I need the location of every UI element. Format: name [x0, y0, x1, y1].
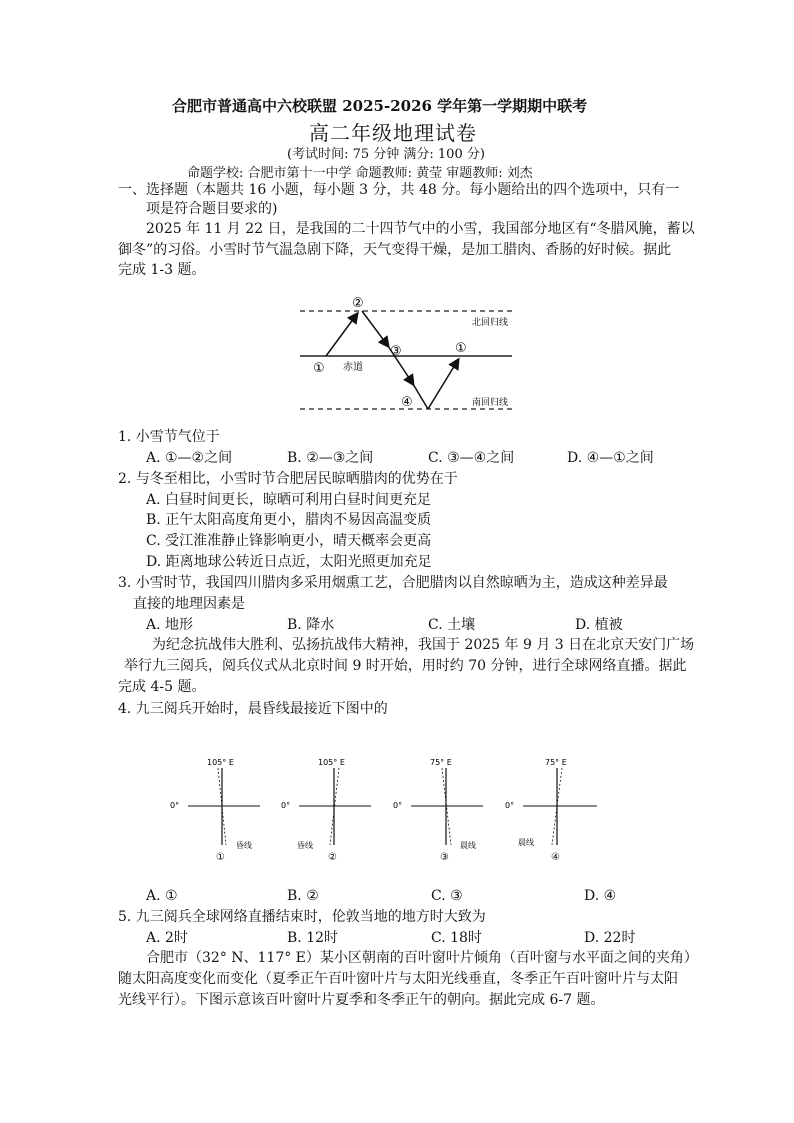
q3-option-a[interactable]: A. 地形	[146, 617, 194, 633]
exam-header-line1: 合肥市普通高中六校联盟 2025-2026 学年第一学期期中联考	[172, 97, 588, 115]
q1-option-d[interactable]: D. ④—①之间	[567, 450, 654, 466]
svg-text:晨线: 晨线	[518, 838, 534, 847]
q2-option-d[interactable]: D. 距离地球公转近日点近，太阳光照更加充足	[146, 554, 432, 570]
terminator-options-diagram	[160, 750, 610, 868]
q3-stem-cont: 直接的地理因素是	[133, 596, 245, 612]
equator-label: 赤道	[343, 362, 363, 373]
section-title-cont: 项是符合题目要求的)	[146, 201, 278, 217]
point-1-left: ①	[313, 361, 325, 376]
exam-time-info: (考试时间: 75 分钟 满分: 100 分)	[287, 147, 485, 162]
svg-text:75° E: 75° E	[430, 758, 452, 767]
intro1-line3: 完成 1-3 题。	[118, 262, 206, 278]
q4-option-b[interactable]: B. ②	[287, 888, 319, 904]
q1-option-c[interactable]: C. ③—④之间	[428, 450, 515, 466]
q2-option-a[interactable]: A. 白昼时间更长，晾晒可利用白昼时间更充足	[146, 492, 432, 508]
svg-text:昏线: 昏线	[297, 841, 313, 850]
south-tropic-label: 南回归线	[472, 398, 509, 408]
svg-text:0°: 0°	[281, 801, 291, 810]
svg-text:④: ④	[551, 852, 560, 863]
point-3: ③	[390, 344, 402, 359]
q2-option-b[interactable]: B. 正午太阳高度角更小，腊肉不易因高温变质	[146, 512, 432, 528]
svg-text:晨线: 晨线	[460, 841, 476, 850]
svg-text:②: ②	[328, 852, 337, 863]
q1-stem: 1. 小雪节气位于	[118, 429, 220, 445]
q1-option-a[interactable]: A. ①—②之间	[146, 450, 233, 466]
q2-option-c[interactable]: C. 受江淮准静止锋影响更小，晴天概率会更高	[146, 533, 432, 549]
q1-option-b[interactable]: B. ②—③之间	[287, 450, 374, 466]
svg-text:105° E: 105° E	[318, 758, 345, 767]
intro2-line1: 为纪念抗战伟大胜利、弘扬抗战伟大精神，我国于 2025 年 9 月 3 日在北京天安门广场	[152, 637, 695, 653]
svg-text:昏线: 昏线	[236, 841, 252, 850]
svg-text:75° E: 75° E	[545, 758, 567, 767]
q5-option-a[interactable]: A. 2时	[146, 930, 188, 946]
q5-option-d[interactable]: D. 22时	[584, 930, 636, 946]
q5-option-b[interactable]: B. 12时	[287, 930, 339, 946]
q4-option-c[interactable]: C. ③	[431, 888, 463, 904]
svg-text:①: ①	[216, 852, 225, 863]
intro1-line1: 2025 年 11 月 22 日，是我国的二十四节气中的小雪，我国部分地区有“冬腊风腌，蓄以	[146, 221, 695, 237]
intro1-line2: 御冬”的习俗。小雪时节气温急剧下降，天气变得干燥，是加工腊肉、香肠的好时候。据此	[118, 242, 672, 258]
q5-option-c[interactable]: C. 18时	[431, 930, 482, 946]
svg-text:0°: 0°	[393, 801, 403, 810]
terminator-panel-1	[170, 758, 260, 863]
q4-option-d[interactable]: D. ④	[584, 888, 617, 904]
terminator-panel-3	[393, 758, 483, 863]
terminator-panel-2	[281, 758, 371, 863]
intro2-line2: 举行九三阅兵，阅兵仪式从北京时间 9 时开始，用时约 70 分钟，进行全球网络直播。据此	[124, 658, 687, 674]
terminator-panel-4	[505, 758, 597, 863]
intro2-line3: 完成 4-5 题。	[118, 679, 206, 695]
exam-title: 高二年级地理试卷	[309, 121, 477, 145]
svg-text:0°: 0°	[505, 801, 515, 810]
exam-authors: 命题学校: 合肥市第十一中学 命题教师: 黄莹 审题教师: 刘杰	[187, 166, 533, 181]
intro3-line2: 随太阳高度变化而变化（夏季正午百叶窗叶片与太阳光线垂直，冬季正午百叶窗叶片与太阳	[118, 971, 678, 987]
point-1-right: ①	[455, 341, 467, 356]
q3-option-b[interactable]: B. 降水	[287, 617, 335, 633]
q4-stem: 4. 九三阅兵开始时，晨昏线最接近下图中的	[118, 701, 388, 717]
north-tropic-label: 北回归线	[472, 318, 509, 328]
q3-option-c[interactable]: C. 土壤	[428, 617, 476, 633]
q2-stem: 2. 与冬至相比，小雪时节合肥居民晾晒腊肉的优势在于	[118, 471, 458, 487]
q4-option-a[interactable]: A. ①	[146, 888, 178, 904]
point-2: ②	[352, 296, 364, 311]
svg-text:③: ③	[440, 852, 449, 863]
svg-text:0°: 0°	[170, 801, 180, 810]
q3-option-d[interactable]: D. 植被	[575, 617, 623, 633]
section-title: 一、选择题（本题共 16 小题，每小题 3 分，共 48 分。每小题给出的四个选项中，只有一	[118, 182, 680, 198]
direct-sun-point-diagram	[280, 288, 530, 418]
svg-text:105° E: 105° E	[207, 758, 234, 767]
intro3-line3: 光线平行）。下图示意该百叶窗叶片夏季和冬季正午的朝向。据此完成 6-7 题。	[118, 992, 605, 1008]
q3-stem: 3. 小雪时节，我国四川腊肉多采用烟熏工艺，合肥腊肉以自然晾晒为主，造成这种差异最	[118, 575, 668, 591]
q5-stem: 5. 九三阅兵全球网络直播结束时，伦敦当地的地方时大致为	[118, 909, 486, 925]
point-4: ④	[401, 395, 413, 410]
intro3-line1: 合肥市（32° N、117° E）某小区朝南的百叶窗叶片倾角（百叶窗与水平面之间的夹角）	[146, 950, 698, 966]
